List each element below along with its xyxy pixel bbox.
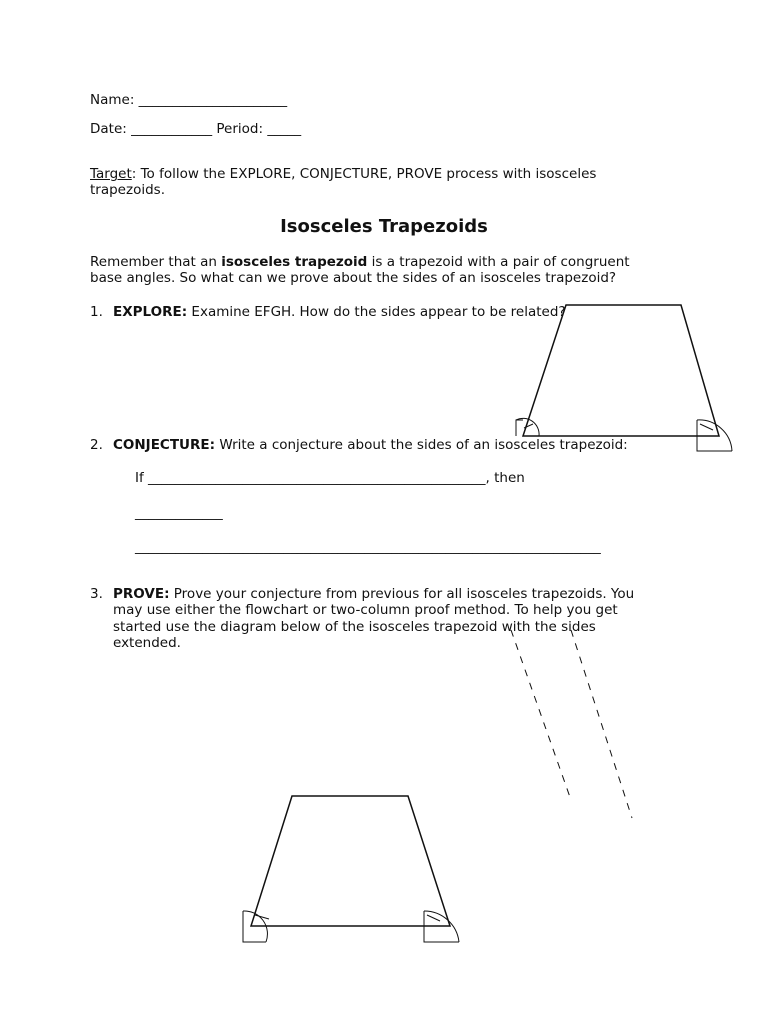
trapezoid-proof-outline	[251, 796, 450, 926]
intro-text-a: Remember that an	[90, 254, 222, 270]
intro-text-b: is a trapezoid with a pair of congruent	[367, 254, 630, 270]
q2-number: 2.	[90, 437, 103, 453]
extension-line-right	[571, 630, 632, 818]
intro-line2: base angles. So what can we prove about the sides of an isosceles trapezoid?	[90, 270, 617, 286]
then-blank-short[interactable]: _____________	[135, 505, 223, 521]
then-word: , then	[485, 470, 525, 486]
q1-number: 1.	[90, 304, 103, 320]
q1-label: EXPLORE:	[113, 304, 188, 320]
q2-text: Write a conjecture about the sides of an isosceles trapezoid:	[215, 437, 628, 453]
extension-line-left	[511, 630, 571, 800]
name-label: Name:	[90, 92, 139, 108]
q3-number: 3.	[90, 586, 103, 602]
trapezoid-efgh-outline	[523, 305, 719, 436]
trapezoid-proof	[243, 796, 459, 942]
period-label: Period:	[212, 121, 268, 137]
intro-bold-term: isosceles trapezoid	[221, 254, 368, 270]
page-title: Isosceles Trapezoids	[280, 216, 488, 237]
q3-line3: started use the diagram below of the isosceles trapezoid with the sides	[113, 619, 596, 635]
trapezoid-efgh	[516, 305, 732, 451]
target-text: : To follow the EXPLORE, CONJECTURE, PROVE process with isosceles	[131, 166, 597, 182]
q1-text: Examine EFGH. How do the sides appear to be related?	[187, 304, 566, 320]
q2-label: CONJECTURE:	[113, 437, 216, 453]
dashed-extension-lines	[511, 630, 632, 818]
q3-line4: extended.	[113, 635, 181, 651]
date-label: Date:	[90, 121, 132, 137]
q3-label: PROVE:	[113, 586, 170, 602]
if-word: If	[135, 470, 149, 486]
target-line2: trapezoids.	[90, 182, 165, 198]
name-blank[interactable]: ______________________	[138, 92, 288, 108]
date-blank[interactable]: ____________	[131, 121, 213, 137]
period-blank[interactable]: _____	[267, 121, 302, 137]
q3-line2: may use either the flowchart or two-column proof method. To help you get	[113, 602, 618, 618]
if-blank[interactable]: __________________________________________________	[148, 470, 486, 486]
target-label: Target	[90, 166, 132, 182]
then-blank-long[interactable]: _____________________________________________________________________	[135, 539, 601, 555]
q3-text1: Prove your conjecture from previous for all isosceles trapezoids. You	[169, 586, 635, 602]
